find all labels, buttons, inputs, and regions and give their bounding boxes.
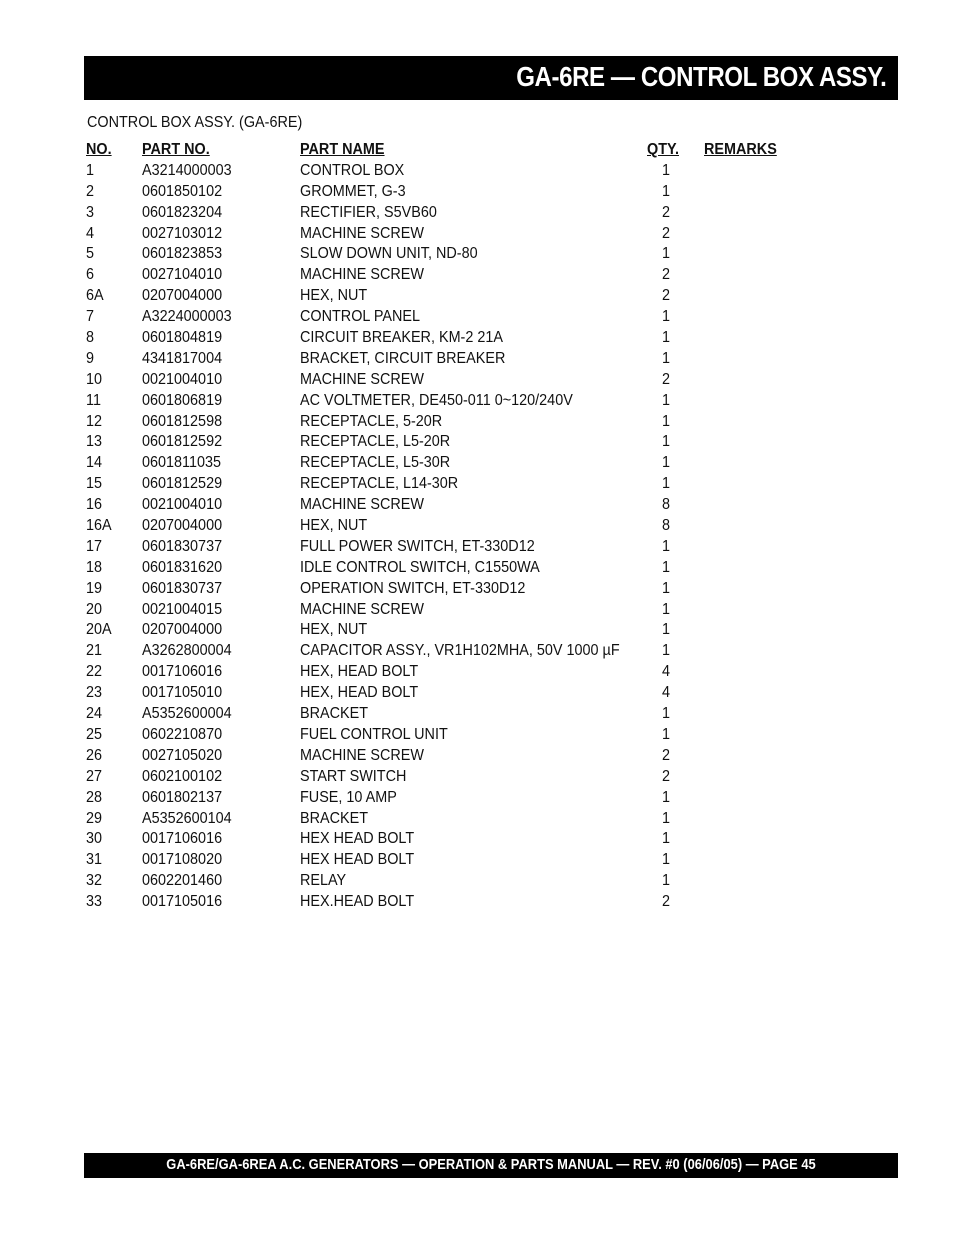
cell-no: 23 — [86, 684, 103, 702]
cell-part-no: A5352600104 — [142, 809, 232, 827]
table-row — [86, 662, 806, 683]
cell-part-no: 0017106016 — [142, 830, 223, 848]
cell-part-name: MACHINE SCREW — [300, 370, 425, 388]
cell-part-name: HEX, HEAD BOLT — [300, 684, 419, 702]
table-row — [86, 161, 806, 182]
cell-part-no: 0601802137 — [142, 788, 223, 806]
cell-part-name: CONTROL BOX — [300, 161, 405, 179]
parts-table — [86, 140, 806, 913]
cell-part-name: RECEPTACLE, L5-30R — [300, 454, 451, 472]
cell-part-no: 0602201460 — [142, 872, 223, 890]
table-row — [86, 453, 806, 474]
cell-qty: 1 — [661, 809, 670, 827]
cell-qty: 1 — [661, 433, 670, 451]
cell-part-no: 0601812529 — [142, 475, 223, 493]
cell-no: 30 — [86, 830, 103, 848]
cell-part-name: RELAY — [300, 872, 347, 890]
table-row — [86, 704, 806, 725]
cell-no: 6A — [86, 287, 104, 305]
cell-no: 8 — [86, 329, 95, 347]
cell-no: 3 — [86, 203, 95, 221]
cell-qty: 2 — [661, 893, 670, 911]
cell-no: 15 — [86, 475, 103, 493]
cell-no: 14 — [86, 454, 103, 472]
cell-part-no: 0601806819 — [142, 391, 223, 409]
cell-part-name: IDLE CONTROL SWITCH, C1550WA — [300, 558, 540, 576]
table-row — [86, 537, 806, 558]
column-header-part-name: PART NAME — [300, 141, 385, 158]
table-row — [86, 579, 806, 600]
cell-qty: 1 — [661, 621, 670, 639]
cell-part-no: 0021004015 — [142, 600, 223, 618]
table-row — [86, 746, 806, 767]
cell-part-no: 0601831620 — [142, 558, 223, 576]
cell-qty: 2 — [661, 370, 670, 388]
cell-no: 29 — [86, 809, 103, 827]
cell-part-no: 0017106016 — [142, 663, 223, 681]
cell-no: 20A — [86, 621, 112, 639]
cell-qty: 1 — [661, 725, 670, 743]
cell-no: 10 — [86, 370, 103, 388]
cell-qty: 1 — [661, 182, 670, 200]
cell-no: 13 — [86, 433, 103, 451]
page-title-bar — [84, 56, 898, 100]
page-footer: GA-6RE/GA-6REA A.C. GENERATORS — OPERATION & PARTS MANUAL — REV. #0 (06/06/05) — PAGE 45 — [166, 1156, 816, 1173]
cell-no: 16A — [86, 517, 112, 535]
cell-part-no: 0601830737 — [142, 537, 223, 555]
cell-no: 28 — [86, 788, 103, 806]
table-row — [86, 349, 806, 370]
cell-qty: 1 — [661, 412, 670, 430]
cell-qty: 1 — [661, 245, 670, 263]
table-row — [86, 683, 806, 704]
table-row — [86, 495, 806, 516]
cell-no: 12 — [86, 412, 103, 430]
cell-qty: 1 — [661, 329, 670, 347]
cell-qty: 1 — [661, 788, 670, 806]
cell-part-no: 0017108020 — [142, 851, 223, 869]
table-row — [86, 203, 806, 224]
cell-part-name: MACHINE SCREW — [300, 266, 425, 284]
table-row — [86, 892, 806, 913]
cell-qty: 1 — [661, 391, 670, 409]
section-caption: CONTROL BOX ASSY. (GA-6RE) — [87, 114, 303, 131]
table-row — [86, 182, 806, 203]
cell-qty: 2 — [661, 266, 670, 284]
cell-part-no: A3224000003 — [142, 308, 232, 326]
cell-qty: 2 — [661, 224, 670, 242]
cell-no: 25 — [86, 725, 103, 743]
cell-part-name: HEX.HEAD BOLT — [300, 893, 415, 911]
cell-part-name: CONTROL PANEL — [300, 308, 421, 326]
table-header-row — [86, 140, 806, 161]
cell-qty: 1 — [661, 558, 670, 576]
cell-part-no: A3262800004 — [142, 642, 232, 660]
table-row — [86, 370, 806, 391]
cell-qty: 2 — [661, 203, 670, 221]
cell-part-no: 0601812592 — [142, 433, 223, 451]
table-row — [86, 265, 806, 286]
cell-part-name: AC VOLTMETER, DE450-011 0~120/240V — [300, 391, 573, 409]
cell-qty: 1 — [661, 454, 670, 472]
cell-qty: 1 — [661, 600, 670, 618]
cell-part-name: FUSE, 10 AMP — [300, 788, 397, 806]
cell-part-no: 0207004000 — [142, 287, 223, 305]
cell-no: 33 — [86, 893, 103, 911]
cell-part-no: A5352600004 — [142, 705, 232, 723]
table-row — [86, 767, 806, 788]
cell-part-name: FULL POWER SWITCH, ET-330D12 — [300, 537, 535, 555]
cell-part-no: 0601830737 — [142, 579, 223, 597]
page-footer-bar — [84, 1153, 898, 1178]
cell-part-no: 0027105020 — [142, 746, 223, 764]
cell-part-name: RECEPTACLE, L5-20R — [300, 433, 451, 451]
cell-part-no: 0021004010 — [142, 370, 223, 388]
cell-qty: 8 — [661, 517, 670, 535]
cell-part-no: 0602100102 — [142, 767, 223, 785]
cell-qty: 1 — [661, 475, 670, 493]
cell-part-name: RECTIFIER, S5VB60 — [300, 203, 437, 221]
cell-part-name: BRACKET, CIRCUIT BREAKER — [300, 349, 506, 367]
cell-part-name: HEX, NUT — [300, 517, 368, 535]
column-header-qty: QTY. — [647, 141, 680, 158]
cell-qty: 2 — [661, 287, 670, 305]
cell-part-name: BRACKET — [300, 705, 369, 723]
cell-part-name: MACHINE SCREW — [300, 746, 425, 764]
table-row — [86, 725, 806, 746]
cell-part-name: RECEPTACLE, 5-20R — [300, 412, 443, 430]
table-body — [86, 161, 806, 913]
cell-no: 2 — [86, 182, 95, 200]
cell-part-name: HEX, NUT — [300, 621, 368, 639]
cell-no: 4 — [86, 224, 95, 242]
cell-part-no: 0601823853 — [142, 245, 223, 263]
cell-no: 9 — [86, 349, 95, 367]
cell-qty: 1 — [661, 161, 670, 179]
table-row — [86, 558, 806, 579]
cell-part-no: 0601804819 — [142, 329, 223, 347]
cell-part-no: 4341817004 — [142, 349, 223, 367]
table-row — [86, 307, 806, 328]
cell-part-name: GROMMET, G-3 — [300, 182, 406, 200]
cell-no: 31 — [86, 851, 103, 869]
cell-part-name: HEX, NUT — [300, 287, 368, 305]
cell-part-name: OPERATION SWITCH, ET-330D12 — [300, 579, 526, 597]
cell-part-name: MACHINE SCREW — [300, 224, 425, 242]
table-row — [86, 474, 806, 495]
cell-no: 21 — [86, 642, 103, 660]
cell-no: 24 — [86, 705, 103, 723]
cell-part-no: 0602210870 — [142, 725, 223, 743]
cell-part-no: 0207004000 — [142, 621, 223, 639]
cell-qty: 1 — [661, 705, 670, 723]
cell-qty: 1 — [661, 851, 670, 869]
table-row — [86, 620, 806, 641]
cell-no: 6 — [86, 266, 95, 284]
column-header-part-no: PART NO. — [142, 141, 210, 158]
table-row — [86, 432, 806, 453]
cell-no: 17 — [86, 537, 103, 555]
cell-no: 19 — [86, 579, 103, 597]
cell-part-no: 0207004000 — [142, 517, 223, 535]
cell-part-no: 0601811035 — [142, 454, 222, 472]
table-row — [86, 328, 806, 349]
table-row — [86, 641, 806, 662]
cell-qty: 1 — [661, 349, 670, 367]
cell-part-no: 0021004010 — [142, 496, 223, 514]
cell-no: 22 — [86, 663, 103, 681]
column-header-no: NO. — [86, 141, 112, 158]
cell-qty: 1 — [661, 537, 670, 555]
table-row — [86, 850, 806, 871]
table-row — [86, 286, 806, 307]
page-title: GA-6RE — CONTROL BOX ASSY. — [515, 61, 886, 92]
cell-part-no: A3214000003 — [142, 161, 232, 179]
cell-part-name: START SWITCH — [300, 767, 407, 785]
table-row — [86, 391, 806, 412]
cell-part-name: CIRCUIT BREAKER, KM-2 21A — [300, 329, 503, 347]
cell-qty: 8 — [661, 496, 670, 514]
table-row — [86, 871, 806, 892]
cell-no: 32 — [86, 872, 103, 890]
cell-part-no: 0027103012 — [142, 224, 223, 242]
cell-part-name: MACHINE SCREW — [300, 600, 425, 618]
cell-qty: 1 — [661, 579, 670, 597]
cell-part-name: CAPACITOR ASSY., VR1H102MHA, 50V 1000 µF — [300, 642, 620, 660]
table-row — [86, 829, 806, 850]
cell-no: 7 — [86, 308, 95, 326]
cell-part-no: 0601823204 — [142, 203, 223, 221]
cell-no: 18 — [86, 558, 103, 576]
cell-part-no: 0017105016 — [142, 893, 223, 911]
cell-no: 20 — [86, 600, 103, 618]
table-row — [86, 244, 806, 265]
cell-part-name: FUEL CONTROL UNIT — [300, 725, 448, 743]
cell-part-name: HEX HEAD BOLT — [300, 830, 415, 848]
table-row — [86, 809, 806, 830]
table-row — [86, 516, 806, 537]
column-header-remarks: REMARKS — [704, 141, 777, 158]
cell-qty: 4 — [661, 663, 670, 681]
cell-part-no: 0601850102 — [142, 182, 223, 200]
cell-qty: 2 — [661, 746, 670, 764]
cell-no: 16 — [86, 496, 103, 514]
cell-part-name: SLOW DOWN UNIT, ND-80 — [300, 245, 478, 263]
cell-no: 26 — [86, 746, 103, 764]
cell-part-name: HEX, HEAD BOLT — [300, 663, 419, 681]
cell-part-name: HEX HEAD BOLT — [300, 851, 415, 869]
table-row — [86, 224, 806, 245]
cell-qty: 2 — [661, 767, 670, 785]
cell-part-name: BRACKET — [300, 809, 369, 827]
cell-no: 5 — [86, 245, 95, 263]
table-row — [86, 600, 806, 621]
cell-qty: 1 — [661, 872, 670, 890]
cell-qty: 1 — [661, 830, 670, 848]
cell-part-no: 0017105010 — [142, 684, 223, 702]
cell-part-no: 0601812598 — [142, 412, 223, 430]
table-row — [86, 788, 806, 809]
cell-part-name: MACHINE SCREW — [300, 496, 425, 514]
cell-qty: 1 — [661, 308, 670, 326]
cell-qty: 4 — [661, 684, 670, 702]
cell-no: 27 — [86, 767, 103, 785]
cell-part-no: 0027104010 — [142, 266, 223, 284]
cell-no: 1 — [86, 161, 95, 179]
cell-no: 11 — [86, 391, 101, 409]
cell-qty: 1 — [661, 642, 670, 660]
table-row — [86, 412, 806, 433]
cell-part-name: RECEPTACLE, L14-30R — [300, 475, 459, 493]
